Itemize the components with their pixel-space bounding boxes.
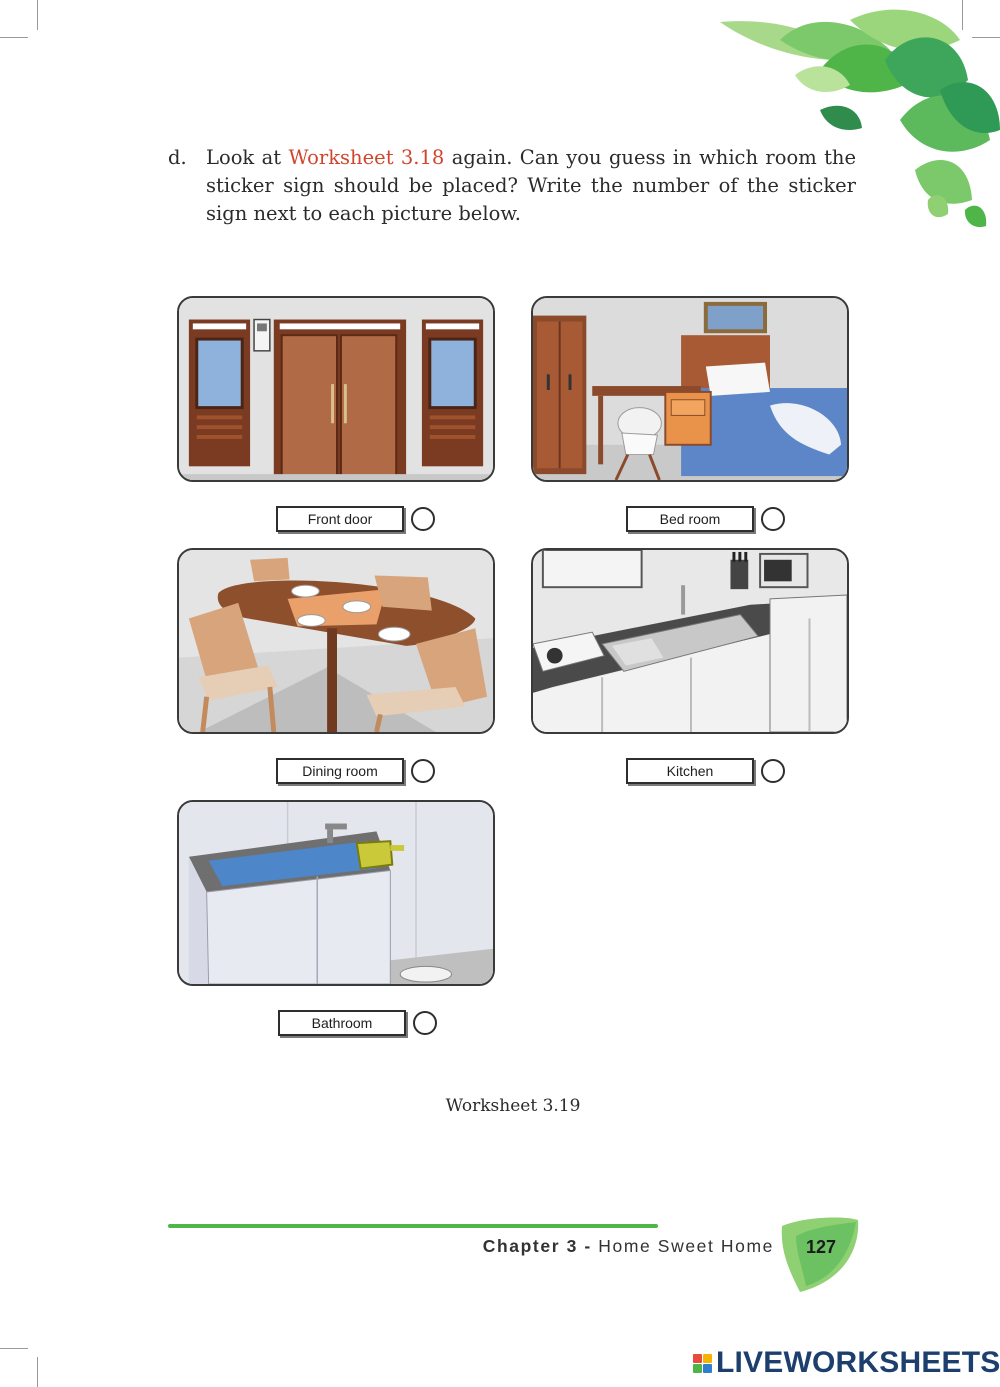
item-marker: d. xyxy=(168,146,187,169)
instruction-text xyxy=(168,144,856,228)
label-dining-room: Dining room xyxy=(276,758,404,784)
chapter-separator: - xyxy=(577,1236,599,1256)
front-door-illustration xyxy=(177,296,495,482)
brand-name: LIVEWORKSHEETS xyxy=(716,1346,1000,1379)
crop-mark xyxy=(0,1348,28,1349)
bedroom-illustration xyxy=(531,296,849,482)
chapter-footer xyxy=(483,1236,774,1257)
instruction-body xyxy=(206,144,856,228)
instruction-text-before: Look at xyxy=(206,146,289,169)
crop-mark xyxy=(37,0,38,30)
answer-circle-front-door[interactable] xyxy=(411,507,435,531)
answer-circle-bathroom[interactable] xyxy=(413,1011,437,1035)
liveworksheets-logo xyxy=(693,1345,1000,1381)
answer-circle-kitchen[interactable] xyxy=(761,759,785,783)
kitchen-illustration xyxy=(531,548,849,734)
answer-circle-bed-room[interactable] xyxy=(761,507,785,531)
dining-room-illustration xyxy=(177,548,495,734)
label-kitchen: Kitchen xyxy=(626,758,754,784)
chapter-number: Chapter 3 xyxy=(482,1236,578,1256)
bathroom-illustration xyxy=(177,800,495,986)
footer-divider xyxy=(168,1224,658,1228)
answer-circle-dining-room[interactable] xyxy=(411,759,435,783)
crop-mark xyxy=(37,1357,38,1387)
chapter-title: Home Sweet Home xyxy=(598,1236,774,1256)
label-bathroom: Bathroom xyxy=(278,1010,406,1036)
worksheet-caption: Worksheet 3.19 xyxy=(445,1096,581,1116)
label-front-door: Front door xyxy=(276,506,404,532)
page-number: 127 xyxy=(805,1237,837,1257)
brand-blocks-icon xyxy=(693,1354,712,1373)
instruction-text-after: again. Can you guess in which room the sticker sign should be placed? Write the number of the sticker sign next to each picture below. xyxy=(206,146,857,225)
crop-mark xyxy=(0,37,28,38)
worksheet-reference-link[interactable]: Worksheet 3.18 xyxy=(288,146,445,169)
label-bed-room: Bed room xyxy=(626,506,754,532)
